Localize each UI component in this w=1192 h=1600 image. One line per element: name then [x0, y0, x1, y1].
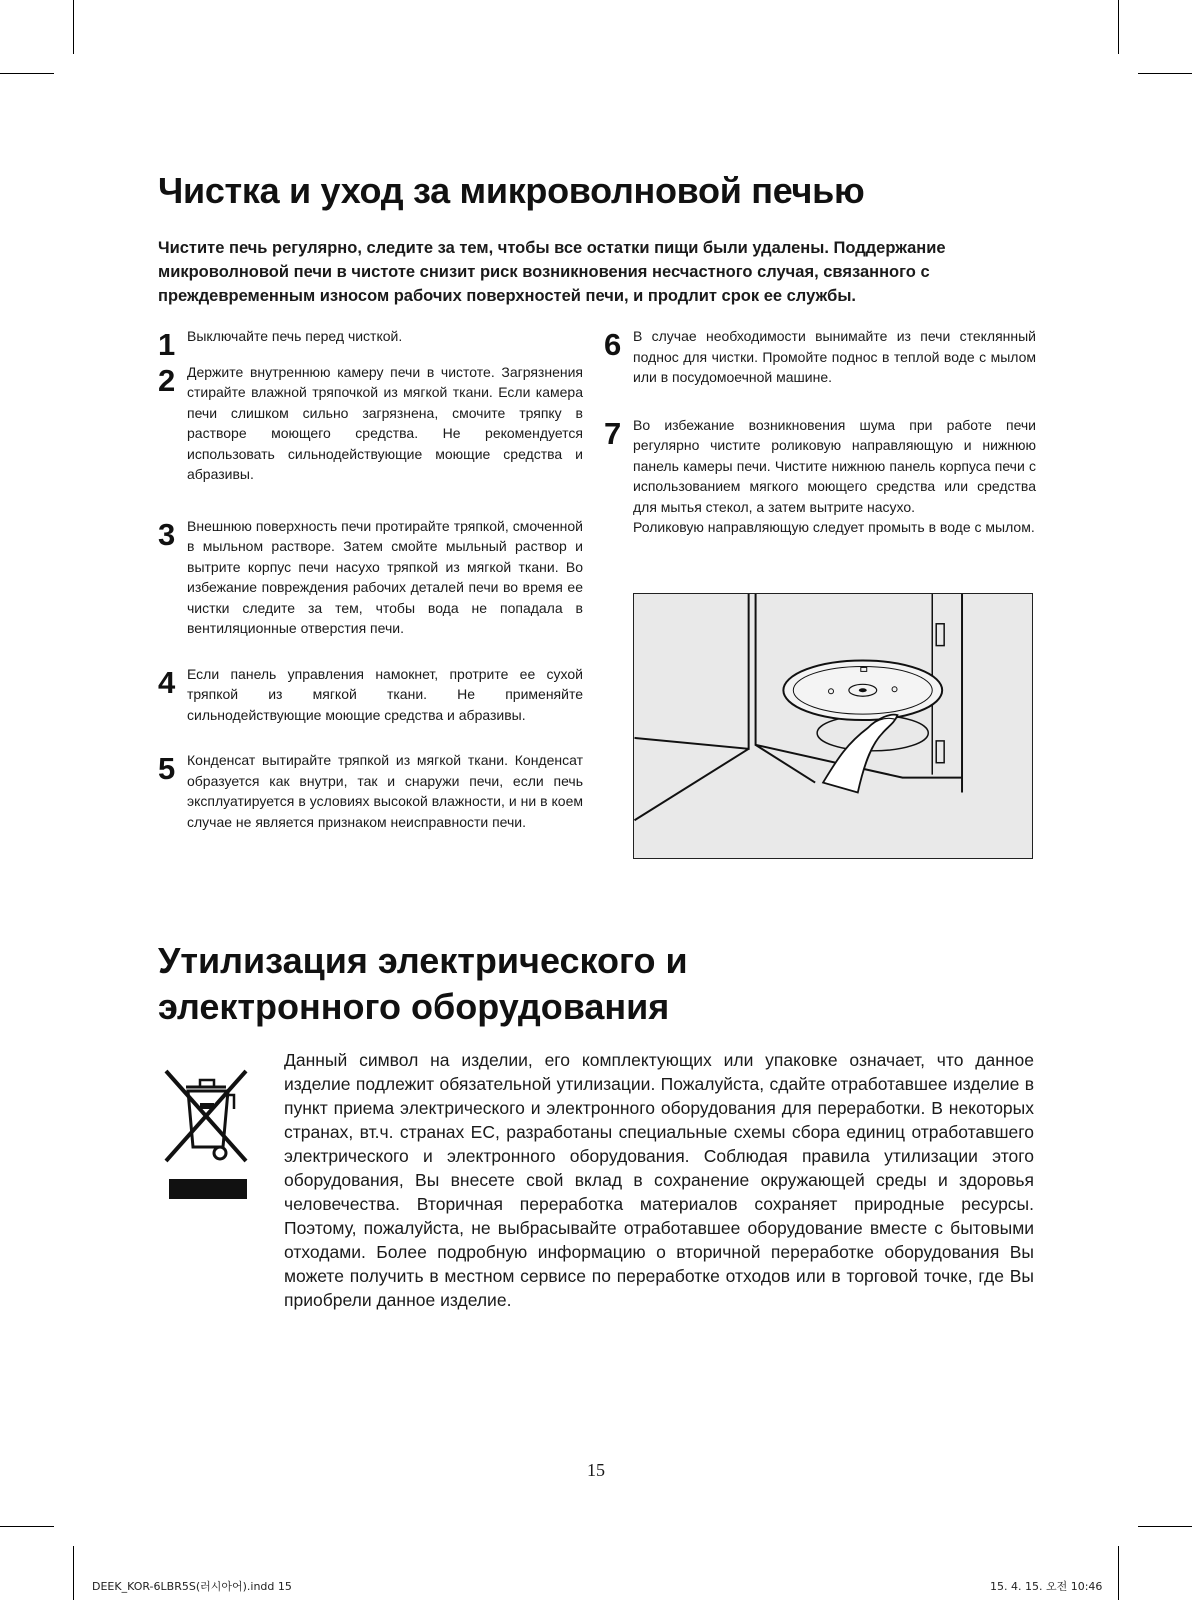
step-number: 1: [158, 327, 176, 362]
crop-mark: [1138, 73, 1192, 74]
step-text: Во избежание возникновения шума при работе печи регулярно чистите роликовую направляющую и нижнюю панель камеры печи. Чистите нижнюю панель корпуса печи с использованием мягкого моющего средства или средства для мытья стекол, а затем вытрите насухо.: [633, 416, 1036, 515]
crop-mark: [1138, 1526, 1192, 1527]
turntable-removal-illustration: [633, 593, 1033, 859]
section-title-disposal: [158, 938, 688, 1030]
section-title-cleaning: Чистка и уход за микроволновой печью: [158, 170, 865, 211]
crop-mark: [1118, 0, 1119, 54]
step-number: 2: [158, 362, 176, 398]
step-number: 4: [158, 664, 176, 700]
crop-mark: [0, 73, 54, 74]
step-item: [158, 362, 583, 485]
slug-file: DEEK_KOR-6LBR5S(러시아어).indd 15: [92, 1580, 292, 1593]
crop-mark: [73, 1546, 74, 1600]
step-text: Если панель управления намокнет, протрите ее сухой тряпкой из мягкой ткани. Не применяйте сильнодействующие моющие средства и абразивы.: [187, 665, 583, 723]
step-item: [158, 664, 583, 726]
step-text: Держите внутреннюю камеру печи в чистоте. Загрязнения стирайте влажной тряпочкой из мягкой ткани. Если камера печи слишком сильно загрязнена, смочите тряпку в растворе моющего средства. Не рекомендуется использовать сильнодействующие моющие средства и абразивы.: [187, 363, 583, 482]
step-item: [158, 326, 583, 362]
step-item: [158, 516, 583, 639]
crop-mark: [73, 0, 74, 54]
cleaning-intro: Чистите печь регулярно, следите за тем, чтобы все остатки пищи были удалены. Поддержание микроволновой печи в чистоте снизит риск возникновения несчастного случая, связанного с преждевременным износом рабочих поверхностей печи, и продлит срок ее службы.: [158, 239, 946, 305]
steps-column-left: [158, 326, 583, 832]
step-text: В случае необходимости вынимайте из печи стеклянный поднос для чистки. Промойте поднос в теплой воде с мылом или в посудомоечной машине.: [633, 328, 1036, 385]
disposal-title-line2: электронного оборудования: [158, 986, 670, 1027]
step-item: [604, 326, 1036, 388]
step-number: 6: [604, 327, 622, 362]
disposal-text: Данный символ на изделии, его комплектующих или упаковке означает, что данное изделие подлежит обязательной утилизации. Пожалуйста, сдайте отработавшее изделие в пункт приема электрического и электронного оборудования для переработки. В некоторых странах, вт.ч. странах ЕС, разработаны специальные схемы сбора единиц отработавшего электрического и электронного оборудования. Соблюдая правила утилизации этого оборудования, Вы внесете свой вклад в сохранение окружающей среды и здоровья человечества. Вторичная переработка материалов сохраняет природные ресурсы. Поэтому, пожалуйста, не выбрасывайте отработавшее оборудование вместе с бытовыми отходами. Более подробную информацию о вторичной переработке оборудования Вы можете получить в местном сервисе по переработке отходов или в торговой точке, где Вы приобрели данное изделие.: [284, 1050, 1034, 1310]
step-text: Выключайте печь перед чисткой.: [187, 328, 403, 344]
weee-bar: [169, 1179, 247, 1199]
steps-column-right: [604, 326, 1036, 538]
slug-date: 15. 4. 15. 오전 10:46: [990, 1580, 1103, 1593]
step-number: 3: [158, 516, 176, 552]
step-number: 5: [158, 751, 176, 786]
page-number: 15: [587, 1460, 605, 1480]
disposal-title-line1: Утилизация электрического и: [158, 940, 688, 981]
step-text-note: Роликовую направляющую следует промыть в воде с мылом.: [633, 519, 1035, 535]
step-item: [158, 750, 583, 832]
crop-mark: [0, 1526, 54, 1527]
step-text: Конденсат вытирайте тряпкой из мягкой ткани. Конденсат образуется как внутри, так и снаружи печи, если печь эксплуатируется в условиях высокой влажности, и ни в коем случае не является признаком неисправности печи.: [187, 752, 583, 830]
crossed-out-wheelie-bin-icon: [160, 1065, 252, 1211]
step-number: 7: [604, 415, 622, 451]
crop-mark: [1118, 1546, 1119, 1600]
step-item: [604, 415, 1036, 538]
step-text: Внешнюю поверхность печи протирайте тряпкой, смоченной в мыльном растворе. Затем смойте мыльный раствор и вытрите корпус печи насухо тряпкой из мягкой ткани. Во избежание повреждения рабочих деталей печи во время ее чистки следите за тем, чтобы вода не попадала в вентиляционные отверстия печи.: [187, 517, 583, 636]
